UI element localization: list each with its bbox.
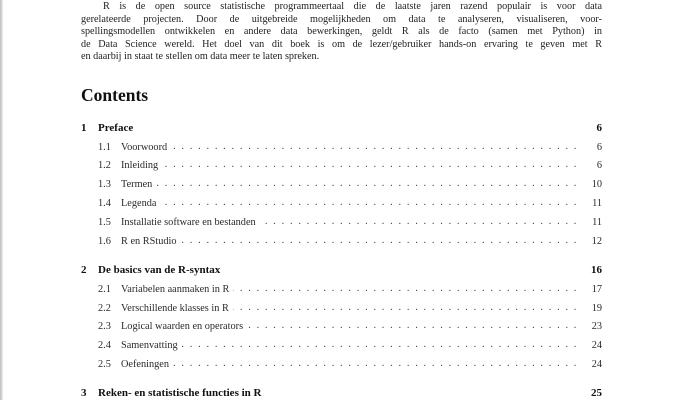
- toc-subsection[interactable]: [81, 214, 602, 230]
- toc-page-number: 6: [596, 141, 602, 153]
- intro-line: R is de open source statistische programmeertaal die de laatste jaren razend populair is voor data: [103, 1, 602, 12]
- dot-leader: [182, 337, 578, 353]
- toc-section-title: Preface: [98, 122, 134, 134]
- toc-subsection[interactable]: [81, 157, 602, 173]
- toc-page-number: 19: [591, 302, 602, 314]
- toc-subsection-title: Legenda: [121, 197, 157, 209]
- dot-leader: [162, 157, 578, 173]
- dot-leader: [247, 318, 578, 334]
- intro-line: en daarbij in staat te stellen om data meer te laten spreken.: [81, 51, 320, 62]
- toc-subsection[interactable]: [81, 356, 602, 372]
- toc-page-number: 25: [591, 387, 602, 399]
- toc-page-number: 11: [592, 216, 602, 228]
- toc-subsection-number: 1.2: [98, 159, 111, 171]
- toc-subsection-title: Termen: [121, 178, 153, 190]
- toc-subsection-number: 1.5: [98, 216, 111, 228]
- toc-subsection-title: Voorwoord: [121, 141, 168, 153]
- toc-subsection[interactable]: [81, 195, 602, 211]
- toc-subsection-title: Variabelen aanmaken in R: [121, 283, 230, 295]
- toc-page-number: 24: [591, 358, 602, 370]
- toc-page-number: 16: [591, 264, 602, 276]
- toc-section-number: 2: [81, 264, 87, 276]
- dot-leader: [171, 139, 578, 155]
- toc-subsection-title: R en RStudio: [121, 235, 177, 247]
- toc-subsection[interactable]: [81, 233, 602, 249]
- toc-section-number: 3: [81, 387, 87, 399]
- toc-subsection[interactable]: [81, 300, 602, 316]
- intro-line: de Data Science wereld. Het doel van dit boek is om de lezer/gebruiker hands-on ervaring te geven met R: [81, 38, 602, 50]
- toc-subsection[interactable]: [81, 318, 602, 334]
- toc-subsection-title: Inleiding: [121, 159, 159, 171]
- toc-subsection-title: Samenvatting: [121, 339, 178, 351]
- dot-leader: [156, 176, 578, 192]
- intro-paragraph: [81, 1, 602, 64]
- toc-subsection-number: 1.1: [98, 141, 111, 153]
- toc-subsection-title: Logical waarden en operators: [121, 320, 244, 332]
- toc-subsection-number: 2.5: [98, 358, 111, 370]
- toc-section-title: De basics van de R-syntax: [98, 264, 221, 276]
- dot-leader: [173, 356, 578, 372]
- toc-subsection[interactable]: [81, 281, 602, 297]
- dot-leader: [181, 233, 579, 249]
- toc-page-number: 17: [591, 283, 602, 295]
- dot-leader: [260, 214, 578, 230]
- toc-subsection-number: 1.3: [98, 178, 111, 190]
- toc-subsection-title: Verschillende klasses in R: [121, 302, 229, 314]
- toc-subsection-number: 2.2: [98, 302, 111, 314]
- toc-section[interactable]: [81, 385, 602, 401]
- dot-leader: [233, 281, 578, 297]
- toc-page-number: 10: [591, 178, 602, 190]
- dot-leader: [233, 300, 578, 316]
- toc-page-number: 23: [591, 320, 602, 332]
- intro-line: gerelateerde projecten. Door de uitgebreide mogelijkheden om data te analyseren, visualiseren, voor-: [81, 13, 602, 25]
- toc-subsection-number: 2.1: [98, 283, 111, 295]
- toc-section-title: Reken- en statistische functies in R: [98, 387, 262, 399]
- toc-section-number: 1: [81, 122, 87, 134]
- toc-section[interactable]: [81, 120, 602, 136]
- toc-page-number: 11: [592, 197, 602, 209]
- toc-subsection-number: 2.3: [98, 320, 111, 332]
- toc-page-number: 12: [591, 235, 602, 247]
- toc-subsection-number: 1.6: [98, 235, 111, 247]
- toc-subsection-title: Oefeningen: [121, 358, 170, 370]
- toc-subsection-title: Installatie software en bestanden: [121, 216, 256, 228]
- toc-subsection-number: 1.4: [98, 197, 111, 209]
- toc-section[interactable]: [81, 262, 602, 278]
- toc-page-number: 6: [596, 159, 602, 171]
- toc-page-number: 24: [591, 339, 602, 351]
- toc-subsection-number: 2.4: [98, 339, 111, 351]
- toc-subsection[interactable]: [81, 337, 602, 353]
- intro-line: spellingsmodellen ontwikkelen en andere data bewerkingen, geldt R als de facto (samen met Python) in: [81, 26, 602, 37]
- dot-leader: [160, 195, 578, 211]
- toc-subsection[interactable]: [81, 176, 602, 192]
- contents-heading: Contents: [81, 85, 149, 105]
- toc-page-number: 6: [596, 122, 602, 134]
- toc-subsection[interactable]: [81, 139, 602, 155]
